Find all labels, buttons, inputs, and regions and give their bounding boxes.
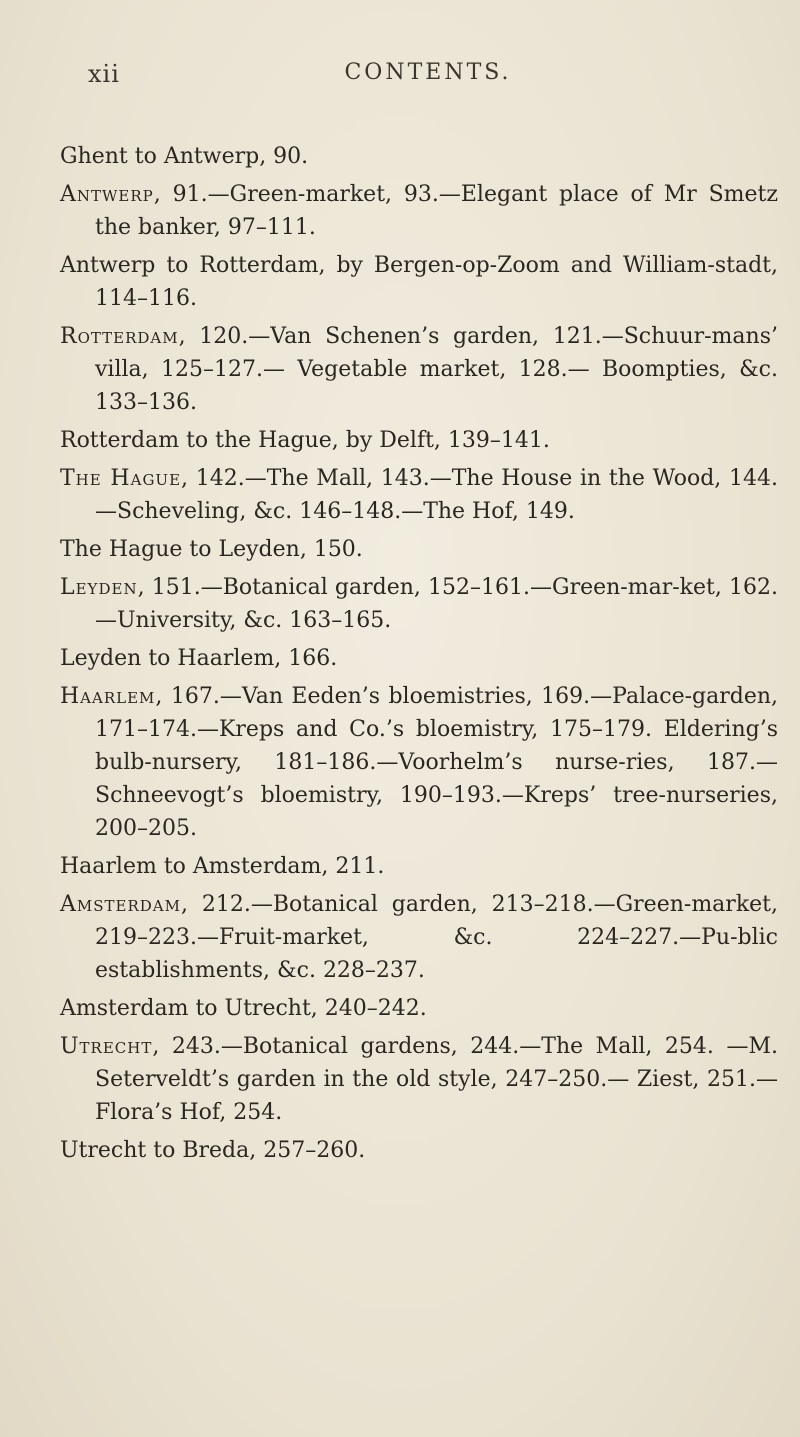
place-name: Rotterdam	[60, 324, 179, 349]
contents-list	[60, 140, 778, 1172]
entry-text: , 151.—Botanical garden, 152–161.—Green-mar-ket, 162.—University, &c. 163–165.	[95, 575, 778, 633]
entry-text: Ghent to Antwerp, 90.	[60, 144, 309, 169]
contents-entry-route	[60, 533, 778, 566]
contents-entry-route	[60, 850, 778, 883]
contents-entry-route	[60, 992, 778, 1025]
contents-entry-place	[60, 462, 778, 528]
contents-entry-place	[60, 178, 778, 244]
entry-text: Rotterdam to the Hague, by Delft, 139–141.	[60, 428, 550, 453]
contents-entry-place	[60, 571, 778, 637]
entry-text: Amsterdam to Utrecht, 240–242.	[60, 996, 427, 1021]
contents-entry-route	[60, 1134, 778, 1167]
entry-text: , 91.—Green-market, 93.—Elegant place of Mr Smetz the banker, 97–111.	[95, 182, 778, 240]
place-name: The Hague	[60, 466, 182, 491]
entry-text: , 142.—The Mall, 143.—The House in the Wood, 144.—Scheveling, &c. 146–148.—The Hof, 149.	[95, 466, 779, 524]
contents-entry-route	[60, 424, 778, 457]
contents-entry-place	[60, 888, 778, 987]
entry-text: Leyden to Haarlem, 166.	[60, 646, 338, 671]
place-name: Leyden	[60, 575, 138, 600]
entry-text: Haarlem to Amsterdam, 211.	[60, 854, 385, 879]
contents-entry-place	[60, 320, 778, 419]
place-name: Amsterdam	[60, 892, 181, 917]
contents-entry-place	[60, 680, 778, 845]
contents-entry-place	[60, 1030, 778, 1129]
entry-text: Utrecht to Breda, 257–260.	[60, 1138, 366, 1163]
page-header	[88, 60, 728, 100]
entry-text: , 243.—Botanical gardens, 244.—The Mall, 254. —M. Seterveldt’s garden in the old style, 247–250.— Ziest, 251.—Flora’s Hof, 254.	[95, 1034, 778, 1125]
entry-text: , 212.—Botanical garden, 213–218.—Green-market, 219–223.—Fruit-market, &c. 224–227.—Pu-blic establishments, &c. 228–237.	[95, 892, 778, 983]
contents-entry-route	[60, 642, 778, 675]
entry-text: The Hague to Leyden, 150.	[60, 537, 363, 562]
place-name: Antwerp	[60, 182, 154, 207]
contents-entry-route	[60, 249, 778, 315]
running-title: CONTENTS.	[344, 60, 512, 85]
contents-entry-route	[60, 140, 778, 173]
entry-text: , 167.—Van Eeden’s bloemistries, 169.—Palace-garden, 171–174.—Kreps and Co.’s bloemistry, 175–179. Eldering’s bulb-nursery, 181–186.—Voorhelm’s nurse-ries, 187.—Schneevogt’s bloemistry, 190–193.—Kreps’ tree-nurseries, 200–205.	[95, 684, 778, 841]
entry-text: , 120.—Van Schenen’s garden, 121.—Schuur-mans’ villa, 125–127.— Vegetable market, 128.— Boompties, &c. 133–136.	[95, 324, 778, 415]
page-number: xii	[88, 60, 120, 88]
place-name: Utrecht	[60, 1034, 153, 1059]
entry-text: Antwerp to Rotterdam, by Bergen-op-Zoom and William-stadt, 114–116.	[60, 253, 778, 311]
place-name: Haarlem	[60, 684, 156, 709]
